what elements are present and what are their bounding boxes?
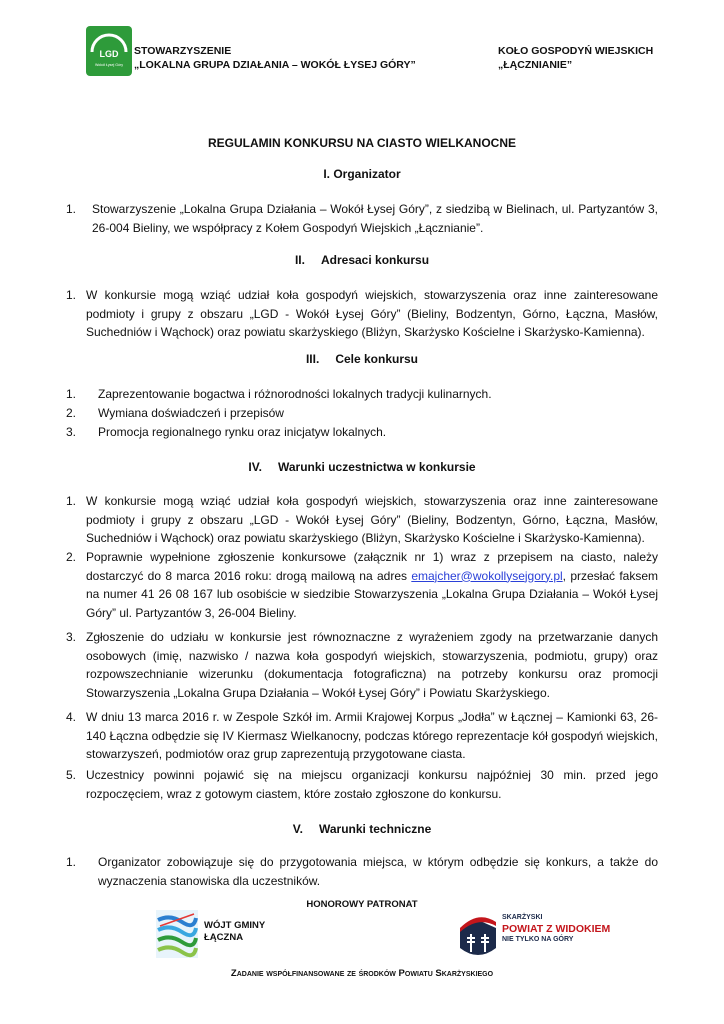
section-5-title: Warunki techniczne [319, 822, 432, 836]
wojt-gminy-text [204, 920, 265, 944]
section-2-item-1 [66, 286, 658, 342]
org-right [498, 44, 653, 72]
list-marker: 1. [66, 855, 77, 869]
wojt-gminy-logo-icon [156, 910, 198, 958]
list-item-text: W konkursie mogą wziąć udział koła gospodyń wiejskich, stowarzyszenia oraz inne zainteresowane podmioty i grupy z obszaru „LGD - Wokół Łysej Góry” (Bieliny, Bodzentyn, Górno, Łączna, Masłów, Suchedniów i Wąchock) oraz powiatu skarżyskiego (Bliżyn, Skarżysko Kościelne i Skarżysko-Kamienna). [86, 288, 658, 339]
section-3-heading [0, 352, 724, 366]
powiat-line3: NIE TYLKO NA GÓRY [502, 936, 574, 943]
list-marker: 3. [66, 630, 77, 644]
powiat-line2: POWIAT Z WIDOKIEM [502, 923, 611, 935]
powiat-crest-icon [456, 908, 500, 962]
section-1-heading: I. Organizator [323, 167, 401, 181]
cofinancing-footer: Zadanie współfinansowane ze środków Powiatu Skarżyskiego [230, 968, 494, 979]
logo-text: LGD [99, 49, 119, 59]
list-item-text: Promocja regionalnego rynku oraz inicjatyw lokalnych. [98, 425, 387, 439]
powiat-line1: SKARŻYSKI [502, 914, 543, 921]
document-title: REGULAMIN KONKURSU NA CIASTO WIELKANOCNE [208, 136, 516, 150]
list-item-text: Uczestnicy powinni pojawić się na miejscu organizacji konkursu najpóźniej 30 min. przed jego rozpoczęciem, wraz z gotowym ciastem, które zostało zgłoszone do konkursu. [86, 768, 658, 801]
org-left-line2: „LOKALNA GRUPA DZIAŁANIA – WOKÓŁ ŁYSEJ GÓRY” [134, 59, 416, 71]
section-3-title: Cele konkursu [335, 352, 419, 366]
list-item-text [66, 548, 658, 622]
section-4-title: Warunki uczestnictwa w konkursie [277, 460, 476, 474]
email-link[interactable]: emajcher@wokollysejgory.pl [411, 568, 563, 583]
section-1-item-1 [66, 200, 658, 237]
page-header [86, 24, 656, 80]
section-4-heading [0, 460, 724, 474]
text-after-link: , przesłać faksem na numer 41 26 08 167 lub osobiście w siedzibie Stowarzyszenia „Lokalna Grupa Działania – Wokół Łysej Góry” ul. Partyzantów 3, 26-004 Bieliny. [86, 568, 658, 620]
list-item-text: Stowarzyszenie „Lokalna Grupa Działania – Wokół Łysej Góry”, z siedzibą w Bielinach, ul. Partyzantów 3, 26-004 Bieliny, we współpracy z Kołem Gospodyń Wiejskich „Łącznianie”. [92, 202, 658, 235]
section-4-item-4 [66, 708, 658, 764]
section-4-item-3 [66, 628, 658, 702]
section-2-title: Adresaci konkursu [320, 253, 430, 267]
list-marker: 2. [66, 550, 77, 564]
list-item-text: W dniu 13 marca 2016 r. w Zespole Szkół im. Armii Krajowej Korpus „Jodła” w Łącznej – Kamionki 63, 26-140 Łączna odbędzie się IV Kiermasz Wielkanocny, podczas którego reprezentacje kół gospodyń wiejskich, stowarzyszeń, podmiotów oraz grup zaprezentują przygotowane ciasta. [86, 710, 658, 761]
list-item-text: Wymiana doświadczeń i przepisów [98, 406, 284, 420]
wojt-line1: WÓJT GMINY [204, 920, 266, 931]
list-marker: 1. [66, 202, 77, 216]
section-5-heading [0, 822, 724, 836]
section-4-item-5 [66, 766, 658, 803]
list-marker: 3. [66, 425, 77, 439]
powiat-block [456, 908, 616, 964]
patronage-title: HONOROWY PATRONAT [306, 899, 418, 910]
section-4-item-2 [66, 548, 658, 622]
org-right-line2: „ŁĄCZNIANIE” [498, 59, 573, 71]
list-marker: 1. [66, 387, 77, 401]
list-item-text: Zgłoszenie do udziału w konkursie jest równoznaczne z wyrażeniem zgody na przetwarzanie danych osobowych (imię, nazwisko / nazwa koła gospodyń wiejskich, stowarzyszenia, podmiotu, grupy) oraz rozpowszechnianie wizerunku (dokumentacja fotograficzna) na potrzeby konkursu oraz promocji Stowarzyszenia „Lokalna Grupa Działania – Wokół Łysej Góry” i Powiatu Skarżyskiego. [86, 630, 658, 700]
list-marker: 2. [66, 406, 77, 420]
section-5-number: V. [292, 822, 303, 836]
wojt-line2: ŁĄCZNA [204, 932, 244, 943]
logo-subtext: Wokół Łysej Góry [94, 63, 124, 67]
list-marker: 5. [66, 768, 77, 782]
section-4-item-1 [66, 492, 658, 548]
section-2-number: II. [294, 253, 305, 267]
list-item-text: W konkursie mogą wziąć udział koła gospodyń wiejskich, stowarzyszenia oraz inne zainteresowane podmioty i grupy z obszaru „LGD - Wokół Łysej Góry” (Bieliny, Bodzentyn, Górno, Łączna, Masłów, Suchedniów i Wąchock) oraz powiatu skarżyskiego (Bliżyn, Skarżysko Kościelne i Skarżysko-Kamienna). [86, 494, 658, 545]
text-before-link: Poprawnie wypełnione zgłoszenie konkursowe (załącznik nr 1) wraz z przepisem na ciasto, należy dostarczyć do 8 marca 2016 roku: drogą mailową na adres [86, 550, 658, 583]
lgd-logo [86, 26, 132, 76]
section-3-number: III. [305, 352, 320, 366]
list-marker: 1. [66, 288, 77, 302]
section-4-number: IV. [248, 460, 262, 474]
section-2-heading [0, 253, 724, 267]
list-marker: 4. [66, 710, 77, 724]
list-marker: 1. [66, 494, 77, 508]
org-left-line1: STOWARZYSZENIE [134, 45, 232, 57]
org-right-line1: KOŁO GOSPODYŃ WIEJSKICH [498, 45, 654, 57]
list-item-text: Zaprezentowanie bogactwa i różnorodności lokalnych tradycji kulinarnych. [98, 387, 492, 401]
list-item-text: Organizator zobowiązuje się do przygotowania miejsca, w którym odbędzie się konkurs, a także do wyznaczenia stanowiska dla uczestników. [98, 855, 658, 888]
section-5-item-1 [66, 853, 658, 890]
org-left [134, 44, 416, 72]
wojt-gminy-block [156, 910, 266, 960]
